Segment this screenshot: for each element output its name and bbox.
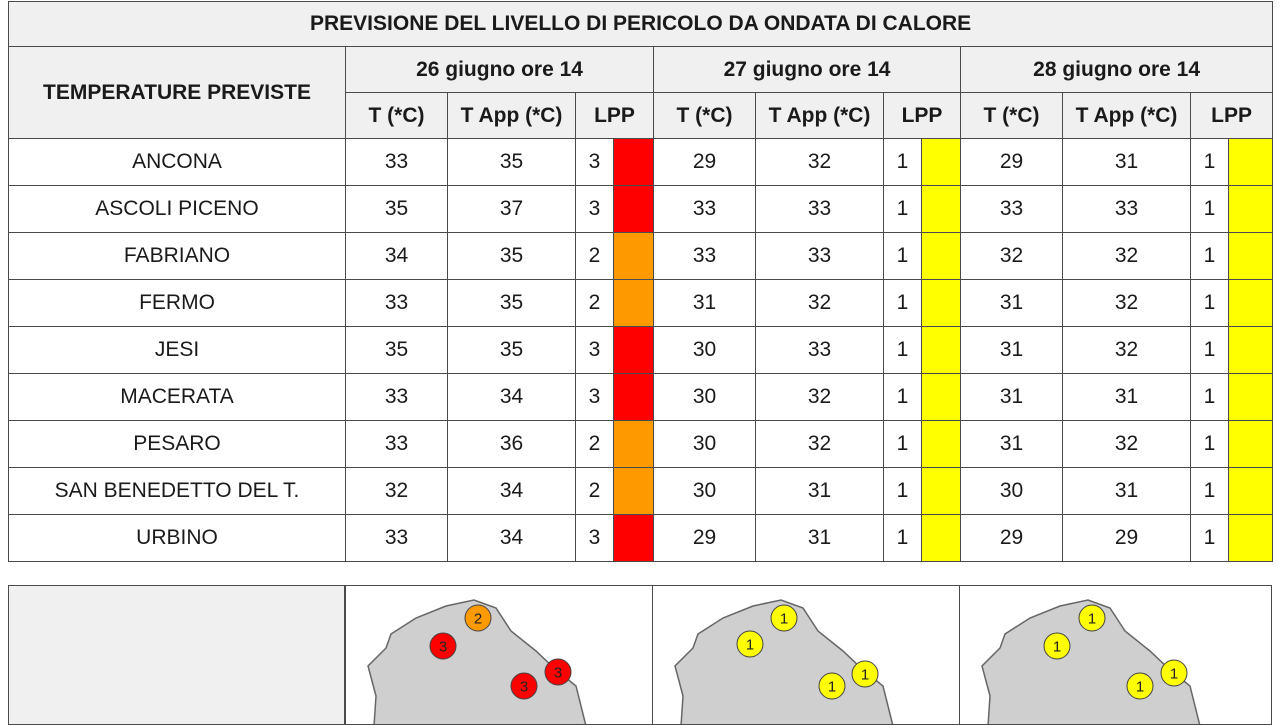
svg-text:1: 1 <box>1135 678 1145 696</box>
temp-value: 33 <box>346 139 448 186</box>
lpp-color-swatch <box>1229 515 1273 562</box>
lpp-badge <box>430 633 456 659</box>
svg-text:1: 1 <box>860 666 870 684</box>
lpp-color-swatch <box>922 374 961 421</box>
lpp-value: 1 <box>884 468 922 515</box>
table-row <box>9 139 1273 186</box>
lpp-value: 2 <box>576 233 614 280</box>
region-map <box>346 586 653 725</box>
lpp-value: 1 <box>884 515 922 562</box>
temp-value: 31 <box>961 421 1063 468</box>
apparent-temp-value: 33 <box>1063 186 1191 233</box>
table-row <box>9 374 1273 421</box>
table-row <box>9 421 1273 468</box>
apparent-temp-value: 35 <box>448 280 576 327</box>
table-row <box>9 280 1273 327</box>
table-title: PREVISIONE DEL LIVELLO DI PERICOLO DA ONDATA DI CALORE <box>9 2 1273 47</box>
temp-value: 35 <box>346 327 448 374</box>
temp-value: 29 <box>961 139 1063 186</box>
lpp-color-swatch <box>614 515 654 562</box>
city-name: ANCONA <box>9 139 346 186</box>
lpp-badge <box>737 631 763 657</box>
temp-value: 29 <box>961 515 1063 562</box>
lpp-value: 1 <box>1191 327 1229 374</box>
lpp-color-swatch <box>1229 186 1273 233</box>
temp-value: 34 <box>346 233 448 280</box>
temp-value: 33 <box>346 280 448 327</box>
svg-text:1: 1 <box>1052 638 1062 656</box>
lpp-badge <box>771 605 797 631</box>
lpp-color-swatch <box>922 233 961 280</box>
lpp-value: 1 <box>884 421 922 468</box>
table-row <box>9 186 1273 233</box>
map-day-1 <box>345 585 653 725</box>
lpp-value: 1 <box>884 327 922 374</box>
temp-value: 33 <box>961 186 1063 233</box>
temp-value: 30 <box>654 374 756 421</box>
lpp-color-swatch <box>922 139 961 186</box>
svg-text:3: 3 <box>438 638 448 656</box>
svg-text:3: 3 <box>519 678 529 696</box>
day-header: 28 giugno ore 14 <box>961 47 1273 93</box>
day-header: 26 giugno ore 14 <box>346 47 654 93</box>
table-row <box>9 468 1273 515</box>
col-header-apparent-temp: T App (*C) <box>756 93 884 139</box>
lpp-value: 3 <box>576 186 614 233</box>
apparent-temp-value: 31 <box>756 515 884 562</box>
col-header-apparent-temp: T App (*C) <box>1063 93 1191 139</box>
lpp-value: 1 <box>1191 468 1229 515</box>
lpp-badge <box>465 605 491 631</box>
map-day-2 <box>652 585 960 725</box>
col-header-temp: T (*C) <box>654 93 756 139</box>
lpp-value: 2 <box>576 421 614 468</box>
lpp-value: 1 <box>884 186 922 233</box>
lpp-color-swatch <box>922 468 961 515</box>
temp-value: 30 <box>961 468 1063 515</box>
lpp-color-swatch <box>614 233 654 280</box>
lpp-color-swatch <box>922 327 961 374</box>
temp-value: 29 <box>654 139 756 186</box>
lpp-value: 3 <box>576 139 614 186</box>
lpp-color-swatch <box>922 280 961 327</box>
svg-text:1: 1 <box>745 636 755 654</box>
apparent-temp-value: 32 <box>756 374 884 421</box>
lpp-value: 1 <box>1191 515 1229 562</box>
temp-value: 30 <box>654 327 756 374</box>
col-header-apparent-temp: T App (*C) <box>448 93 576 139</box>
temp-value: 31 <box>654 280 756 327</box>
city-name: ASCOLI PICENO <box>9 186 346 233</box>
apparent-temp-value: 32 <box>1063 280 1191 327</box>
city-name: JESI <box>9 327 346 374</box>
lpp-color-swatch <box>614 327 654 374</box>
lpp-value: 1 <box>1191 421 1229 468</box>
lpp-color-swatch <box>614 280 654 327</box>
apparent-temp-value: 37 <box>448 186 576 233</box>
lpp-badge <box>1161 660 1187 686</box>
apparent-temp-value: 31 <box>1063 374 1191 421</box>
lpp-color-swatch <box>1229 468 1273 515</box>
apparent-temp-value: 32 <box>756 139 884 186</box>
lpp-value: 3 <box>576 515 614 562</box>
lpp-color-swatch <box>922 515 961 562</box>
apparent-temp-value: 34 <box>448 515 576 562</box>
map-day-3 <box>959 585 1272 725</box>
city-name: FABRIANO <box>9 233 346 280</box>
temp-value: 32 <box>346 468 448 515</box>
temp-value: 33 <box>346 515 448 562</box>
region-map <box>960 586 1272 725</box>
lpp-value: 1 <box>884 280 922 327</box>
city-name: MACERATA <box>9 374 346 421</box>
maps-row <box>8 585 1272 725</box>
apparent-temp-value: 36 <box>448 421 576 468</box>
temp-value: 33 <box>346 421 448 468</box>
lpp-color-swatch <box>1229 280 1273 327</box>
temp-value: 30 <box>654 421 756 468</box>
lpp-color-swatch <box>1229 139 1273 186</box>
lpp-value: 2 <box>576 280 614 327</box>
temp-value: 32 <box>961 233 1063 280</box>
table-row <box>9 233 1273 280</box>
city-name: URBINO <box>9 515 346 562</box>
svg-text:1: 1 <box>1169 665 1179 683</box>
apparent-temp-value: 31 <box>756 468 884 515</box>
lpp-value: 1 <box>1191 280 1229 327</box>
apparent-temp-value: 32 <box>1063 233 1191 280</box>
apparent-temp-value: 34 <box>448 374 576 421</box>
table-row <box>9 515 1273 562</box>
city-name: SAN BENEDETTO DEL T. <box>9 468 346 515</box>
lpp-color-swatch <box>614 374 654 421</box>
lpp-color-swatch <box>922 186 961 233</box>
svg-text:1: 1 <box>827 678 837 696</box>
col-header-lpp: LPP <box>884 93 961 139</box>
apparent-temp-value: 32 <box>756 280 884 327</box>
temp-value: 31 <box>961 327 1063 374</box>
svg-text:2: 2 <box>473 610 483 628</box>
lpp-badge <box>819 673 845 699</box>
col-header-temp: T (*C) <box>346 93 448 139</box>
day-header: 27 giugno ore 14 <box>654 47 961 93</box>
lpp-value: 3 <box>576 374 614 421</box>
temp-value: 31 <box>961 374 1063 421</box>
temp-value: 31 <box>961 280 1063 327</box>
temp-value: 33 <box>346 374 448 421</box>
lpp-color-swatch <box>614 468 654 515</box>
apparent-temp-value: 35 <box>448 139 576 186</box>
apparent-temp-value: 33 <box>756 327 884 374</box>
city-name: FERMO <box>9 280 346 327</box>
svg-text:3: 3 <box>553 664 563 682</box>
svg-text:1: 1 <box>779 610 789 628</box>
lpp-badge <box>1079 605 1105 631</box>
col-header-lpp: LPP <box>1191 93 1273 139</box>
col-header-temp: T (*C) <box>961 93 1063 139</box>
apparent-temp-value: 34 <box>448 468 576 515</box>
maps-label-cell <box>8 585 345 725</box>
svg-text:1: 1 <box>1087 610 1097 628</box>
lpp-value: 1 <box>1191 374 1229 421</box>
lpp-value: 2 <box>576 468 614 515</box>
apparent-temp-value: 32 <box>756 421 884 468</box>
lpp-value: 3 <box>576 327 614 374</box>
lpp-value: 1 <box>1191 233 1229 280</box>
apparent-temp-value: 32 <box>1063 421 1191 468</box>
lpp-color-swatch <box>614 421 654 468</box>
row-label-header: TEMPERATURE PREVISTE <box>9 47 346 139</box>
lpp-color-swatch <box>1229 327 1273 374</box>
lpp-value: 1 <box>884 233 922 280</box>
lpp-color-swatch <box>1229 374 1273 421</box>
temp-value: 35 <box>346 186 448 233</box>
temp-value: 33 <box>654 233 756 280</box>
col-header-lpp: LPP <box>576 93 654 139</box>
lpp-color-swatch <box>922 421 961 468</box>
lpp-badge <box>1127 673 1153 699</box>
lpp-value: 1 <box>884 374 922 421</box>
lpp-color-swatch <box>614 139 654 186</box>
lpp-badge <box>852 661 878 687</box>
apparent-temp-value: 35 <box>448 233 576 280</box>
lpp-badge <box>511 673 537 699</box>
lpp-badge <box>1044 633 1070 659</box>
heat-forecast-table <box>8 1 1273 562</box>
temp-value: 30 <box>654 468 756 515</box>
temp-value: 29 <box>654 515 756 562</box>
apparent-temp-value: 31 <box>1063 139 1191 186</box>
region-map <box>653 586 960 725</box>
apparent-temp-value: 29 <box>1063 515 1191 562</box>
temp-value: 33 <box>654 186 756 233</box>
lpp-color-swatch <box>614 186 654 233</box>
apparent-temp-value: 32 <box>1063 327 1191 374</box>
table-row <box>9 327 1273 374</box>
lpp-value: 1 <box>1191 186 1229 233</box>
lpp-color-swatch <box>1229 421 1273 468</box>
apparent-temp-value: 33 <box>756 186 884 233</box>
apparent-temp-value: 31 <box>1063 468 1191 515</box>
apparent-temp-value: 33 <box>756 233 884 280</box>
lpp-value: 1 <box>1191 139 1229 186</box>
lpp-value: 1 <box>884 139 922 186</box>
city-name: PESARO <box>9 421 346 468</box>
apparent-temp-value: 35 <box>448 327 576 374</box>
lpp-color-swatch <box>1229 233 1273 280</box>
lpp-badge <box>545 659 571 685</box>
